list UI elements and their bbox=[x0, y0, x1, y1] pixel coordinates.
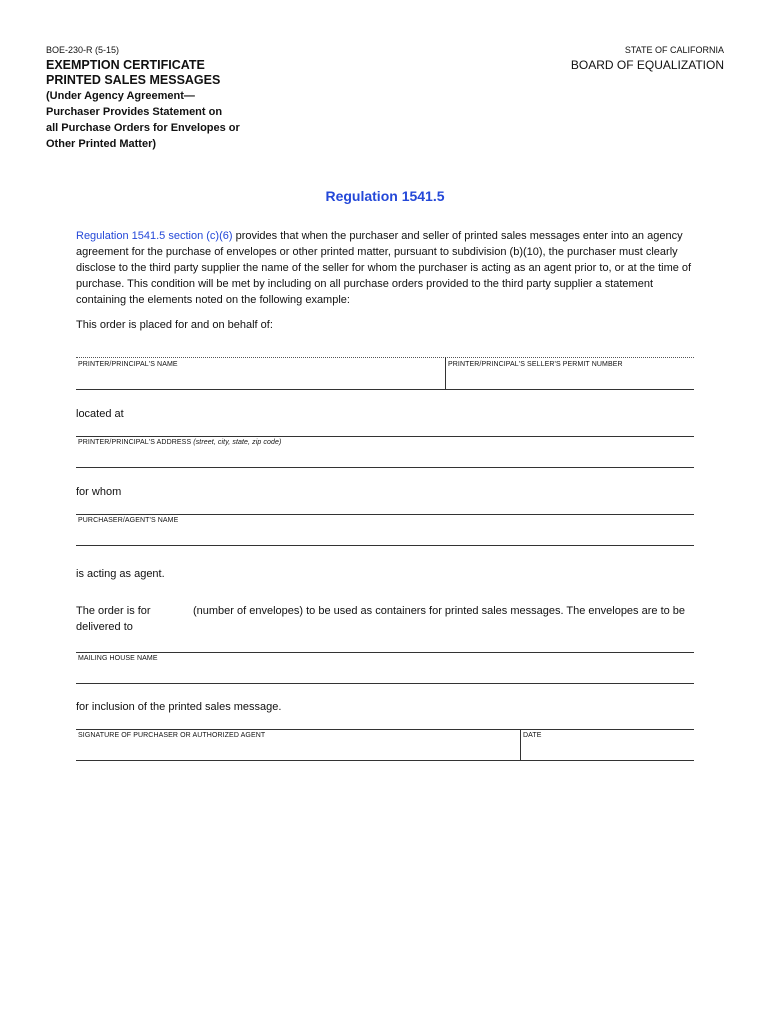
acting-as-agent-text: is acting as agent. bbox=[76, 568, 165, 580]
form-title-line1: EXEMPTION CERTIFICATE bbox=[46, 58, 205, 72]
regulation-heading: Regulation 1541.5 bbox=[325, 188, 445, 204]
for-whom-text: for whom bbox=[76, 486, 122, 498]
subtitle-line: all Purchase Orders for Envelopes or bbox=[46, 122, 240, 134]
agent-name-field[interactable] bbox=[76, 526, 694, 545]
form-subtitle bbox=[46, 88, 240, 152]
row1-top-line bbox=[76, 357, 694, 358]
row4-top-line bbox=[76, 652, 694, 653]
row5-top-line bbox=[76, 729, 694, 730]
permit-number-label: PRINTER/PRINCIPAL'S SELLER'S PERMIT NUMBER bbox=[448, 361, 623, 368]
printer-name-field[interactable] bbox=[76, 370, 445, 389]
subtitle-line: (Under Agency Agreement— bbox=[46, 90, 195, 102]
row3-bottom-line bbox=[76, 545, 694, 546]
intro-text: This order is placed for and on behalf of: bbox=[76, 319, 273, 331]
regulation-link[interactable]: Regulation 1541.5 section (c)(6) bbox=[76, 230, 233, 242]
form-title bbox=[46, 58, 220, 88]
mailing-house-label: MAILING HOUSE NAME bbox=[78, 655, 158, 662]
address-hint: (street, city, state, zip code) bbox=[193, 439, 282, 446]
subtitle-line: Other Printed Matter) bbox=[46, 138, 157, 150]
date-label: DATE bbox=[523, 732, 542, 739]
permit-number-field[interactable] bbox=[446, 370, 694, 389]
inclusion-text: for inclusion of the printed sales message. bbox=[76, 701, 282, 713]
signature-label: SIGNATURE OF PURCHASER OR AUTHORIZED AGENT bbox=[78, 732, 266, 739]
address-field[interactable] bbox=[76, 448, 694, 467]
located-at-text: located at bbox=[76, 408, 124, 420]
agency-name: BOARD OF EQUALIZATION bbox=[570, 58, 724, 72]
signature-field[interactable] bbox=[76, 741, 520, 760]
mailing-house-field[interactable] bbox=[76, 664, 694, 683]
regulation-text: provides that when the purchaser and seller of printed sales messages enter into an agency agreement for the purchase of envelopes or other printed matter, pursuant to subdivision (b)(10), the purchaser must clearly disclose to the third party supplier the name of the seller for whom the purchaser is acting as an agent prior to, or at the time of purchase. This condition will be met by including on all purchase orders provided to the third party supplier a statement containing the elements noted on the following example: bbox=[76, 230, 692, 306]
delivered-to-text: delivered to bbox=[76, 621, 133, 633]
regulation-paragraph bbox=[76, 228, 696, 308]
agent-name-label: PURCHASER/AGENT'S NAME bbox=[78, 517, 179, 524]
printer-name-label: PRINTER/PRINCIPAL'S NAME bbox=[78, 361, 178, 368]
row5-bottom-line bbox=[76, 760, 694, 761]
order-is-for-text: The order is for bbox=[76, 605, 151, 617]
form-title-line2: PRINTED SALES MESSAGES bbox=[46, 73, 221, 87]
date-field[interactable] bbox=[521, 741, 694, 760]
row2-bottom-line bbox=[76, 467, 694, 468]
state-name: STATE OF CALIFORNIA bbox=[624, 45, 724, 55]
row2-top-line bbox=[76, 436, 694, 437]
row4-bottom-line bbox=[76, 683, 694, 684]
envelopes-text: (number of envelopes) to be used as containers for printed sales messages. The envelopes are to be bbox=[193, 605, 686, 617]
form-number: BOE-230-R (5-15) bbox=[46, 45, 120, 55]
row3-top-line bbox=[76, 514, 694, 515]
address-label: PRINTER/PRINCIPAL'S ADDRESS (street, city, state, zip code) bbox=[78, 439, 282, 446]
envelope-count-field[interactable] bbox=[156, 602, 190, 620]
subtitle-line: Purchaser Provides Statement on bbox=[46, 106, 223, 118]
row1-bottom-line bbox=[76, 389, 694, 390]
